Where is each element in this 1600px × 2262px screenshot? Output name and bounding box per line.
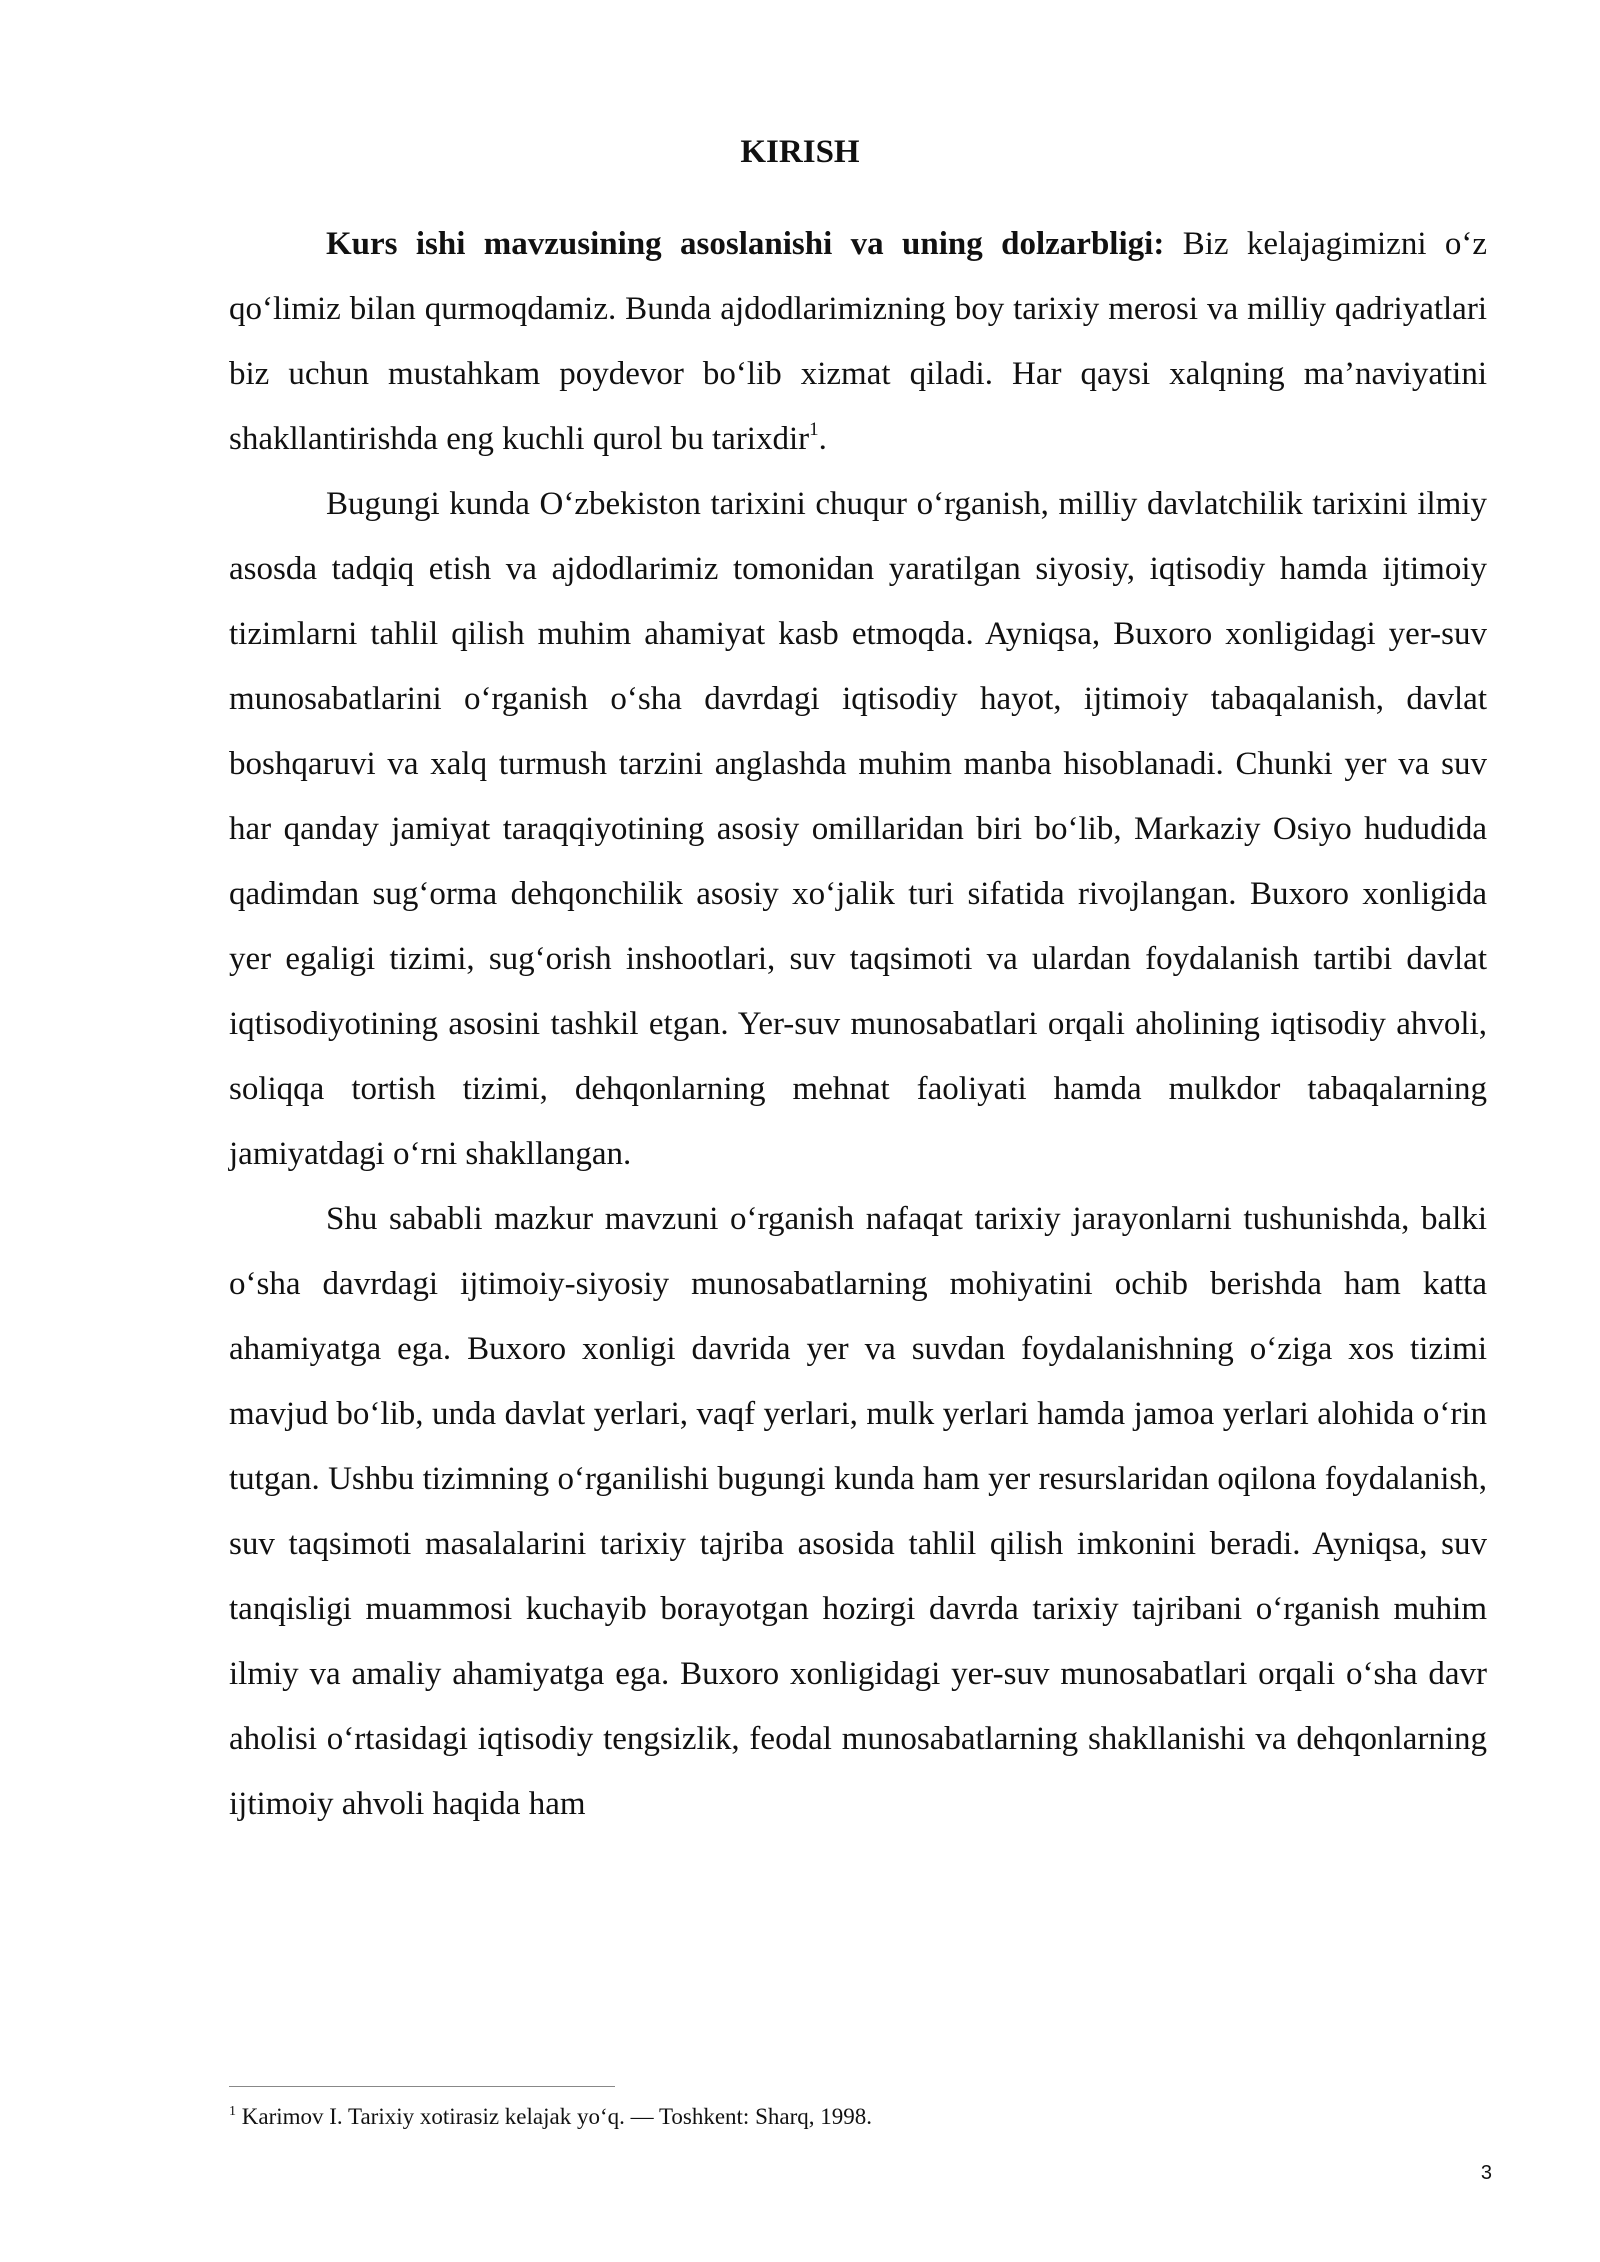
footnote-number: 1 xyxy=(229,2104,236,2119)
footnote-separator xyxy=(229,2086,615,2087)
paragraph-2: Bugungi kunda O‘zbekiston tarixini chuqur o‘rganish, milliy davlatchilik tarixini ilmiy asosda tadqiq etish va ajdodlarimiz tomonidan yaratilgan siyosiy, iqtisodiy hamda ijtimoiy tizimlarni tahlil qilish muhim ahamiyat kasb etmoqda. Ayniqsa, Buxoro xonligidagi yer-suv munosabatlarini o‘rganish o‘sha davrdagi iqtisodiy hayot, ijtimoiy tabaqalanish, davlat boshqaruvi va xalq turmush tarzini anglashda muhim manba hisoblanadi. Chunki yer va suv har qanday jamiyat taraqqiyotining asosiy omillaridan biri bo‘lib, Markaziy Osiyo hududida qadimdan sug‘orma dehqonchilik asosiy xo‘jalik turi sifatida rivojlangan. Buxoro xonligida yer egaligi tizimi, sug‘orish inshootlari, suv taqsimoti va ulardan foydalanish tartibi davlat iqtisodiyotining asosini tashkil etgan. Yer-suv munosabatlari orqali aholining iqtisodiy ahvoli, soliqqa tortish tizimi, dehqonlarning mehnat faoliyati hamda mulkdor tabaqalarning jamiyatdagi o‘rni shakllangan. xyxy=(229,486,1487,1172)
page-number: 3 xyxy=(1480,2162,1492,2184)
paragraph-3: Shu sababli mazkur mavzuni o‘rganish nafaqat tarixiy jarayonlarni tushunishda, balki o‘sha davrdagi ijtimoiy-siyosiy munosabatlarning mohiyatini ochib berishda ham katta ahamiyatga ega. Buxoro xonligi davrida yer va suvdan foydalanishning o‘ziga xos tizimi mavjud bo‘lib, unda davlat yerlari, vaqf yerlari, mulk yerlari hamda jamoa yerlari alohida o‘rin tutgan. Ushbu tizimning o‘rganilishi bugungi kunda ham yer resurslaridan oqilona foydalanish, suv taqsimoti masalalarini tarixiy tajriba asosida tahlil qilish imkonini beradi. Ayniqsa, suv tanqisligi muammosi kuchayib borayotgan hozirgi davrda tarixiy tajribani o‘rganish muhim ilmiy va amaliy ahamiyatga ega. Buxoro xonligidagi yer-suv munosabatlari orqali o‘sha davr aholisi o‘rtasidagi iqtisodiy tengsizlik, feodal munosabatlarning shakllanishi va dehqonlarning ijtimoiy ahvoli haqida ham xyxy=(229,1201,1487,1822)
paragraph-lead-heading: Kurs ishi mavzusining asoslanishi va uning dolzarbligi: xyxy=(326,226,1165,262)
footnote-text: Karimov I. Tarixiy xotirasiz kelajak yo‘q. — Toshkent: Sharq, 1998. xyxy=(236,2104,872,2129)
body-text xyxy=(229,212,1487,1837)
footnote-reference[interactable]: 1 xyxy=(809,419,819,440)
paragraph-1-text: Biz kelajagimizni o‘z qo‘limiz bilan qurmoqdamiz. Bunda ajdodlarimizning boy tarixiy merosi va milliy qadriyatlari biz uchun mustahkam poydevor bo‘lib xizmat qiladi. Har qaysi xalqning ma’naviyatini shakllantirishda eng kuchli qurol bu tarixdir xyxy=(229,226,1488,457)
footnote xyxy=(229,2102,1487,2132)
paragraph-1 xyxy=(229,212,1487,472)
paragraph-1-tail: . xyxy=(818,421,827,457)
page-title: KIRISH xyxy=(740,134,860,170)
